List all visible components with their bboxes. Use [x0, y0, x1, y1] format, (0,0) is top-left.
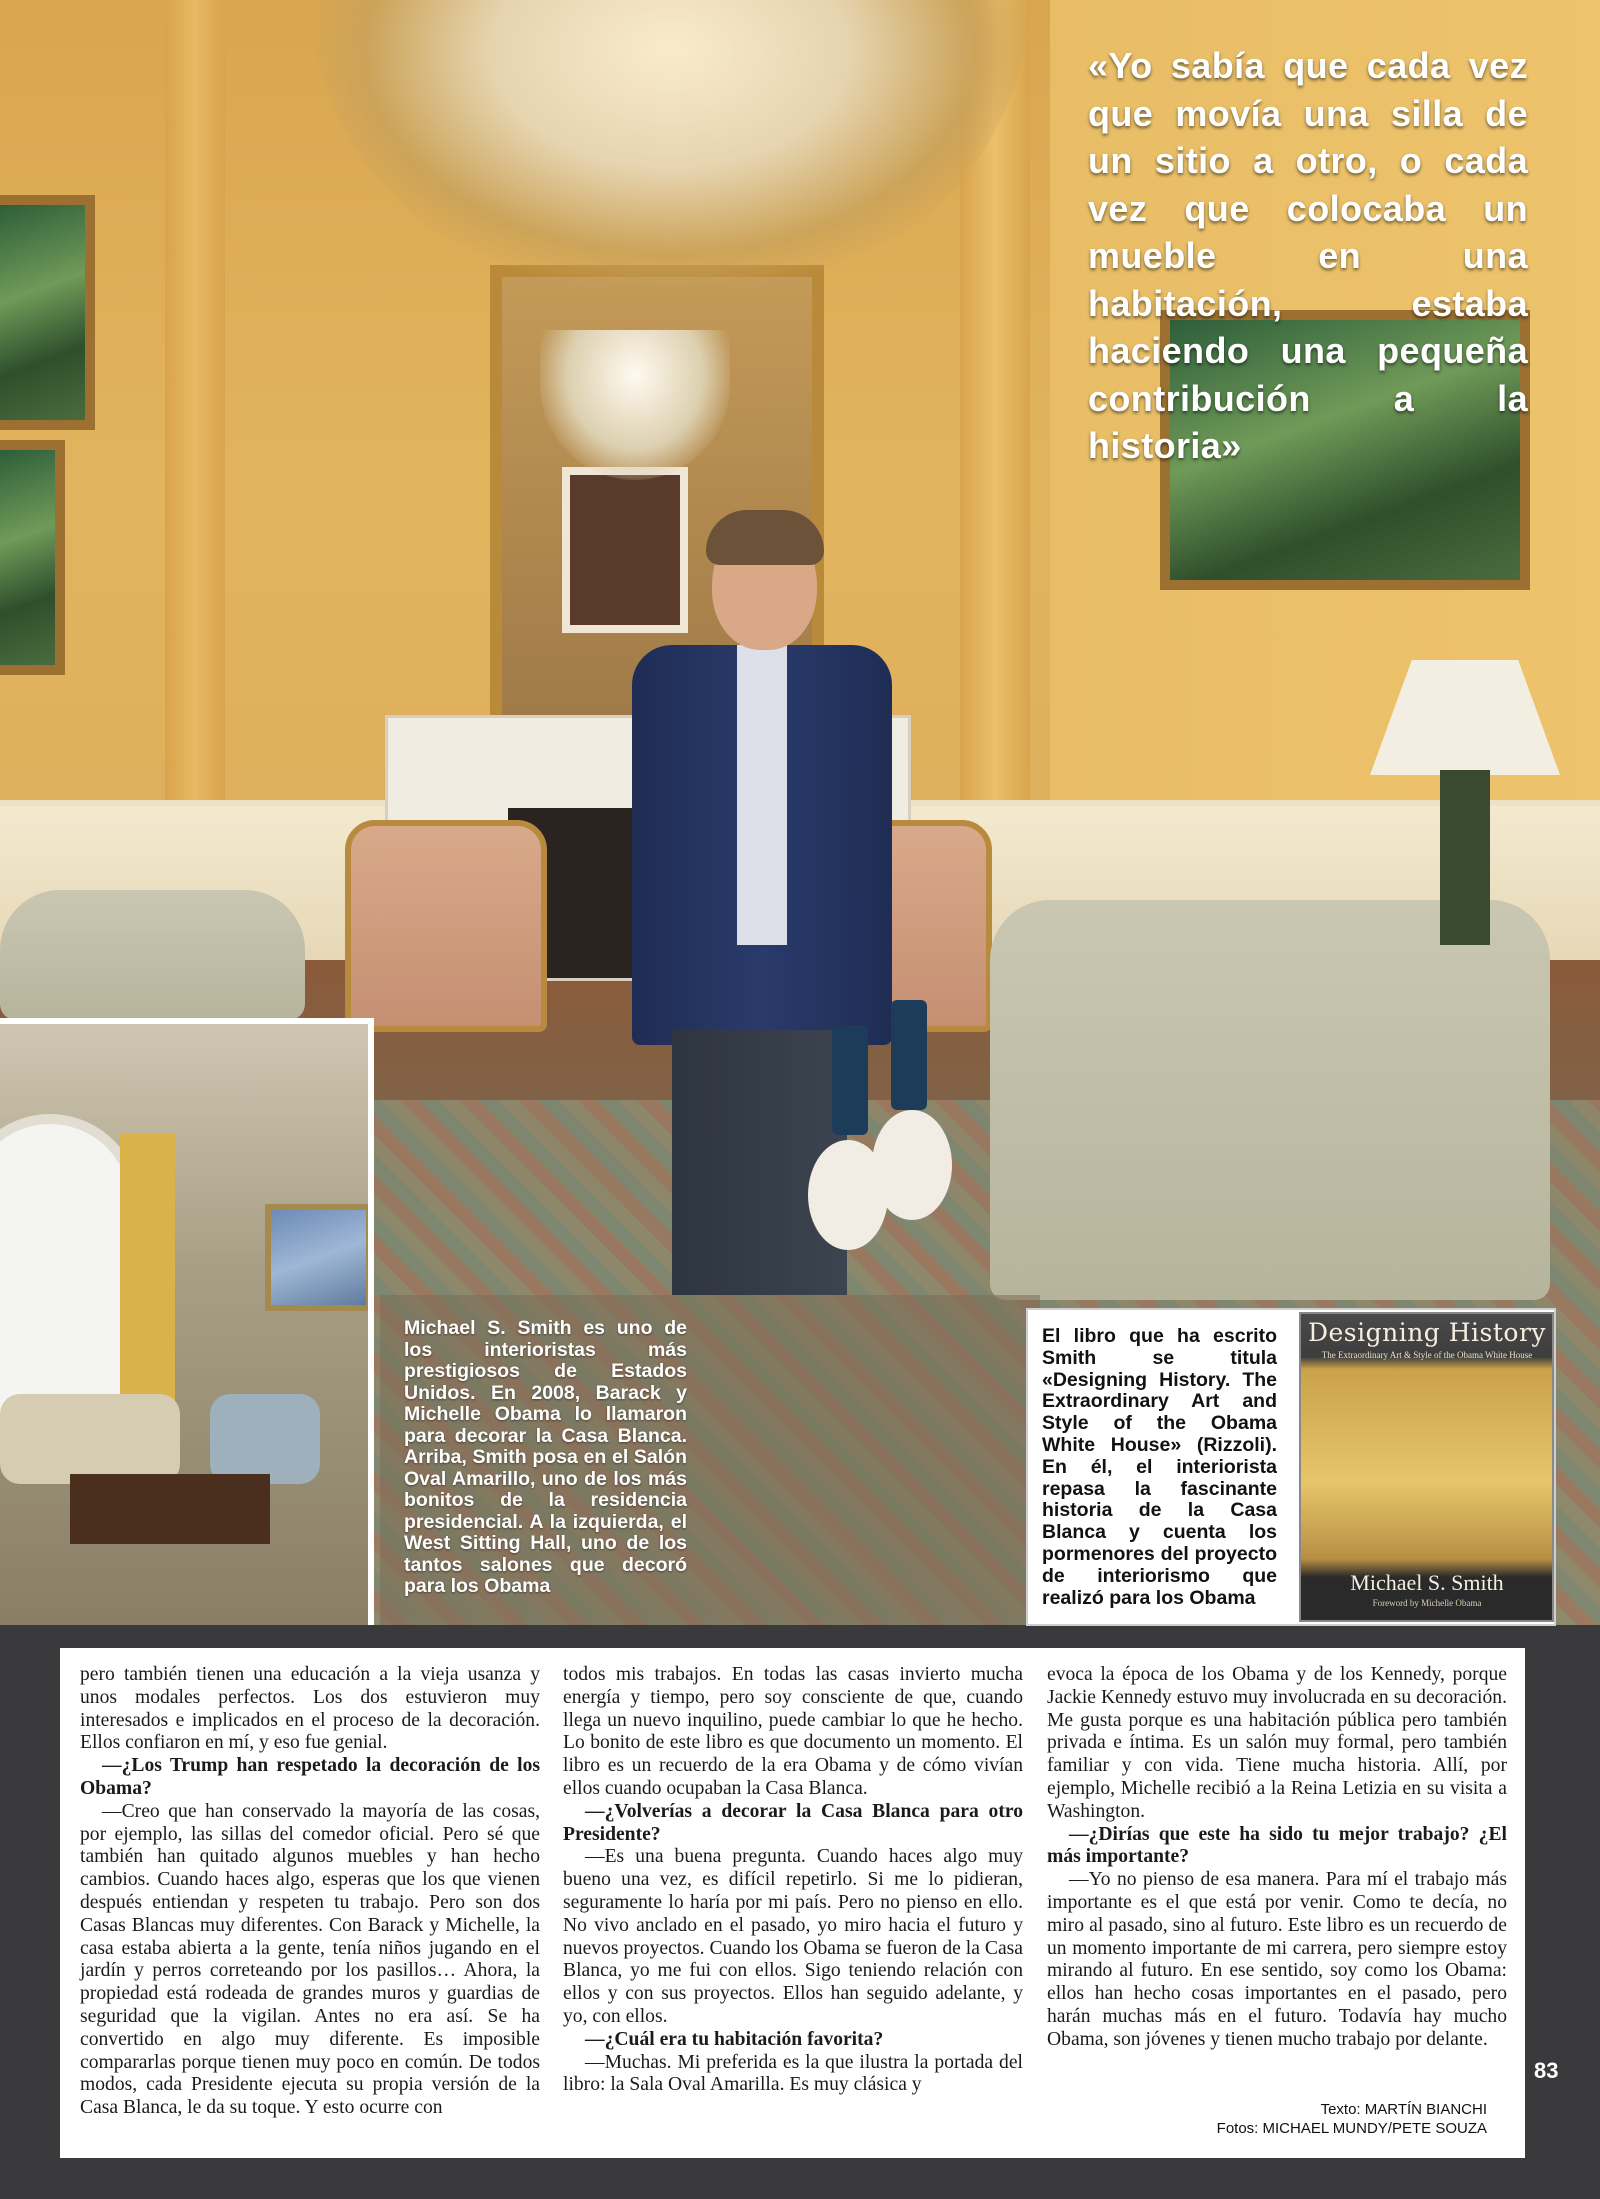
interview-question: —¿Volverías a decorar la Casa Blanca para otro Presidente?	[563, 1800, 1023, 1845]
paragraph: evoca la época de los Obama y de los Kennedy, porque Jackie Kennedy estuvo muy involucrada en su decoración. Me gusta porque es una habitación pública pero también privada e íntima. Es un salón muy formal, pero también familiar y con vida. Tiene mucha historia. Allí, por ejemplo, Michelle recibió a la Reina Letizia en su visita a Washington.	[1047, 1664, 1507, 1822]
inset-couch	[0, 1394, 180, 1484]
blue-candle-right	[891, 1000, 927, 1110]
painting-left-top	[0, 195, 95, 430]
book-cover-title: Designing History	[1307, 1318, 1547, 1347]
painting-left-bottom	[0, 440, 65, 675]
page-number: 83	[1534, 2058, 1559, 2083]
article-column-1	[80, 1664, 540, 2120]
article-column-2	[563, 1664, 1023, 2097]
lamp-base	[1440, 770, 1490, 945]
interview-question: —¿Dirías que este ha sido tu mejor trabajo? ¿El más importante?	[1047, 1823, 1507, 1868]
armchair-left	[345, 820, 547, 1032]
book-caption: El libro que ha escrito Smith se titula «Designing History. The Extraordinary Art and Style of the Obama White House» (Rizzoli). En él, el interiorista repasa la fascinante historia de la Casa Blanca y cuenta los pormenores del proyecto de interiorismo que realizó para los Obama	[1042, 1325, 1277, 1609]
paragraph: —Yo no pienso de esa manera. Para mí el trabajo más importante es el que está por venir. Como te decía, no miro al pasado, sino al futuro. Este libro es un recuerdo de un momento importante de mi carrera, pero siempre estoy mirando al futuro. En ese sentido, soy como los Obama: ellos han hecho cosas importantes en el pasado, pero harán muchas más en el futuro. Todavía hay mucho Obama, son jóvenes y tienen mucho trabajo por delante.	[1047, 1869, 1507, 2050]
inset-armchair	[210, 1394, 320, 1484]
person-hair	[706, 510, 824, 565]
blue-candle-left	[832, 1025, 868, 1135]
book-cover-foreword: Foreword by Michelle Obama	[1372, 1598, 1482, 1608]
paragraph: todos mis trabajos. En todas las casas invierto mucha energía y tiempo, pero soy consciente de que, cuando llega un nuevo inquilino, puede cambiar lo que he hecho. Lo bonito de este libro es que documento un momento. El libro es un recuerdo de la era Obama y de cómo vivían ellos cuando ocupaban la Casa Blanca.	[563, 1664, 1023, 1799]
person-shirt	[737, 645, 787, 945]
paragraph: —Muchas. Mi preferida es la que ilustra la portada del libro: la Sala Oval Amarilla. Es muy clásica y	[563, 2051, 1023, 2096]
interview-question: —¿Los Trump han respetado la decoración de los Obama?	[80, 1755, 540, 1799]
photo-credit: Fotos: MICHAEL MUNDY/PETE SOUZA	[1216, 2120, 1487, 2137]
paragraph: —Es una buena pregunta. Cuando haces algo muy bueno una vez, es difícil repetirlo. Si me lo pidieran, seguramente lo haría por mi país. Pero no pienso en ello. No vivo anclado en el pasado, yo miro hacia el futuro y nuevos proyectos. Cuando los Obama se fueron de la Casa Blanca, yo me fui con ellos. Sigo teniendo relación con ellos y con sus proyectos. Ellos han seguido adelante, y yo, con ellos.	[563, 1846, 1023, 2027]
inset-photo-west-sitting-hall	[0, 1018, 374, 1625]
pull-quote: «Yo sabía que cada vez que movía una silla de un sitio a otro, o cada vez que colocaba un mueble en una habitación, estaba haciendo una pequeña contribución a la historia»	[1088, 45, 1528, 466]
book-cover-subtitle: The Extraordinary Art & Style of the Obama White House	[1321, 1350, 1533, 1360]
article-body	[60, 1648, 1525, 2158]
book-cover	[1299, 1312, 1554, 1622]
credits	[1217, 2100, 1487, 2138]
ostrich-egg-right	[872, 1110, 952, 1220]
crystal-chandelier	[310, 0, 1030, 290]
inset-painting	[265, 1204, 372, 1311]
sofa-right	[990, 900, 1550, 1300]
paragraph: pero también tienen una educación a la vieja usanza y unos modales perfectos. Los dos estuvieron muy interesados e implicados en el proceso de la decoración. Ellos confiaron en mí, y eso fue genial.	[80, 1664, 540, 1754]
photo-caption: Michael S. Smith es uno de los interioristas más prestigiosos de Estados Unidos. En 2008, Barack y Michelle Obama lo llamaron para decorar la Casa Blanca. Arriba, Smith posa en el Salón Oval Amarillo, uno de los más bonitos de la residencia presidencial. A la izquierda, el West Sitting Hall, uno de los tantos salones que decoró para los Obama	[404, 1317, 687, 1597]
text-credit: Texto: MARTÍN BIANCHI	[1320, 2101, 1487, 2118]
paragraph: —Creo que han conservado la mayoría de las cosas, por ejemplo, las sillas del comedor oficial. Pero sé que también han quitado algunos muebles y han hecho cambios. Cuando haces algo, esperas que los que vienen después entiendan y respeten tu trabajo. Pero son dos Casas Blancas muy diferentes. Con Barack y Michelle, la casa estaba abierta a la gente, tenía niños jugando en el jardín y perros correteando por los pasillos… Ahora, la propiedad está rodeada de grandes muros y guardias de seguridad que la vigilan. Antes no era así. Se ha convertido en algo muy diferente. Es imposible compararlas porque tienen muy poco en común. De todos modos, cada Presidente ejecuta su propia versión de la Casa Blanca, le da su toque. Y esto ocurre con	[80, 1800, 540, 2119]
pilaster-left	[165, 0, 225, 820]
interview-question: —¿Cuál era tu habitación favorita?	[585, 2028, 884, 2050]
sofa-left	[0, 890, 305, 1020]
book-cover-author: Michael S. Smith	[1350, 1570, 1504, 1595]
article-column-3	[1047, 1664, 1507, 2052]
inset-coffee-table	[70, 1474, 270, 1544]
